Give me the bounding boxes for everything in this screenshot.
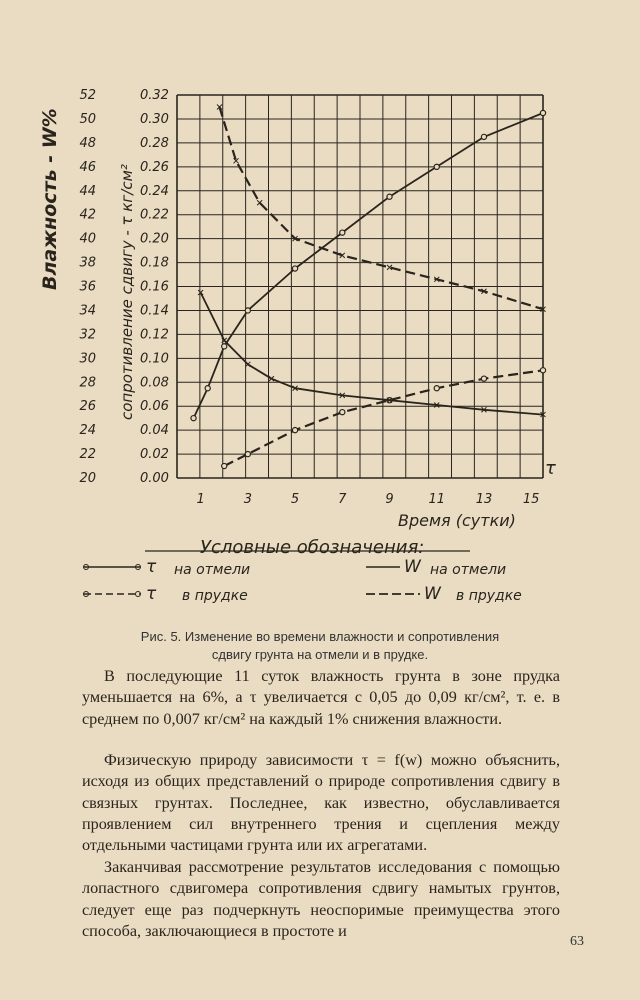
paragraph-3: Заканчивая рассмотрение результатов исследования с помощью лопастного сдвигомера сопротивления сдвигу намытых грунтов, следует еще раз подчеркнуть неоспоримые преимущества этого способа, заключающиеся в простоте и bbox=[82, 858, 560, 940]
tau-tick-label: 0.10 bbox=[140, 351, 169, 367]
tau-tick-label: 0.32 bbox=[140, 88, 169, 103]
w-axis-title: Влажность - W% bbox=[39, 108, 61, 290]
x-tick-label: 3 bbox=[243, 492, 252, 507]
w-tick-label: 48 bbox=[79, 135, 96, 151]
x-axis-ticks bbox=[196, 492, 539, 507]
data-point bbox=[540, 110, 545, 115]
figure-caption bbox=[70, 628, 570, 664]
data-point bbox=[222, 344, 227, 349]
legend-symbol: W bbox=[424, 584, 441, 604]
legend-item-tau-otmel bbox=[84, 557, 251, 578]
tau-axis-ticks bbox=[140, 88, 169, 486]
data-point bbox=[257, 200, 262, 205]
data-point bbox=[340, 230, 345, 235]
tau-tick-label: 0.28 bbox=[140, 135, 169, 151]
legend-symbol: τ bbox=[146, 584, 157, 604]
data-point bbox=[434, 164, 439, 169]
legend-label: в прудке bbox=[456, 588, 522, 604]
legend-label: в прудке bbox=[182, 588, 248, 604]
legend-symbol: W bbox=[404, 557, 421, 577]
x-tick-label: 5 bbox=[290, 492, 300, 507]
x-tick-label: 9 bbox=[385, 492, 394, 507]
paragraph-1: В последующие 11 суток влажность грунта в зоне прудка уменьшается на 6%, а τ увеличается с 0,05 до 0,09 кг/см², т. е. в среднем по 0,007 кг/см² на каждый 1% снижения влажности. bbox=[82, 667, 560, 728]
w-tick-label: 34 bbox=[79, 303, 96, 319]
tau-tick-label: 0.14 bbox=[140, 303, 169, 319]
w-tick-label: 26 bbox=[79, 399, 96, 415]
data-point bbox=[387, 194, 392, 199]
x-axis-title: Время (сутки) bbox=[398, 511, 516, 530]
w-tick-label: 22 bbox=[79, 447, 96, 463]
legend-item-w-prudok bbox=[366, 584, 522, 604]
data-point bbox=[540, 368, 545, 373]
grid bbox=[177, 95, 543, 478]
tau-tick-label: 0.20 bbox=[140, 231, 169, 247]
paragraph-2: Физическую природу зависимости τ = f(w) можно объяснить, исходя из общих представлений о природе сопротивления сдвигу в связных грунтах. Последнее, как известно, обуславливается проявлением сил внутреннего трения и сцепления между отдельными частицами грунта или их агрегатами. bbox=[82, 751, 560, 855]
data-point bbox=[191, 416, 196, 421]
x-tick-label: 15 bbox=[522, 492, 540, 507]
w-tick-label: 32 bbox=[79, 327, 96, 343]
w-tick-label: 46 bbox=[79, 159, 96, 175]
series-line-1 bbox=[224, 370, 543, 466]
data-point bbox=[481, 134, 486, 139]
w-tick-label: 20 bbox=[79, 471, 96, 486]
tau-tick-label: 0.04 bbox=[140, 423, 169, 439]
tau-tick-label: 0.22 bbox=[140, 207, 169, 223]
tau-marker: τ bbox=[545, 458, 556, 479]
data-point bbox=[222, 463, 227, 468]
data-point bbox=[245, 308, 250, 313]
tau-tick-label: 0.02 bbox=[140, 447, 169, 463]
data-point bbox=[292, 266, 297, 271]
w-tick-label: 50 bbox=[79, 111, 96, 127]
w-tick-label: 24 bbox=[79, 423, 96, 439]
legend-label: на отмели bbox=[174, 562, 251, 578]
data-point bbox=[292, 428, 297, 433]
x-tick-label: 11 bbox=[428, 492, 446, 507]
w-tick-label: 28 bbox=[79, 375, 96, 391]
w-tick-label: 38 bbox=[79, 255, 96, 271]
caption-line-2: сдвигу грунта на отмели и в прудке. bbox=[211, 647, 429, 662]
tau-axis-title: сопротивление сдвигу - τ кг/см² bbox=[118, 164, 136, 420]
page-number: 63 bbox=[570, 934, 584, 949]
w-tick-label: 44 bbox=[79, 183, 96, 199]
legend-item-w-otmel bbox=[366, 557, 506, 578]
w-axis-ticks bbox=[79, 88, 96, 486]
data-point bbox=[340, 410, 345, 415]
caption-line-1: Рис. 5. Изменение во времени влажности и сопротивления bbox=[140, 629, 500, 644]
w-tick-label: 52 bbox=[79, 88, 96, 103]
tau-tick-label: 0.16 bbox=[140, 279, 169, 295]
tau-tick-label: 0.06 bbox=[140, 399, 169, 415]
tau-tick-label: 0.00 bbox=[140, 471, 169, 486]
data-point bbox=[245, 451, 250, 456]
tau-tick-label: 0.30 bbox=[140, 111, 169, 127]
legend-item-tau-prudok bbox=[84, 584, 248, 604]
w-tick-label: 40 bbox=[79, 231, 96, 247]
x-tick-label: 13 bbox=[475, 492, 493, 507]
tau-tick-label: 0.24 bbox=[140, 183, 169, 199]
data-point bbox=[205, 386, 210, 391]
tau-tick-label: 0.08 bbox=[140, 375, 169, 391]
w-tick-label: 42 bbox=[79, 207, 96, 223]
x-tick-label: 1 bbox=[196, 492, 205, 507]
tau-tick-label: 0.12 bbox=[140, 327, 169, 343]
legend-label: на отмели bbox=[430, 562, 507, 578]
data-point bbox=[434, 386, 439, 391]
legend-title: Условные обозначения: bbox=[200, 537, 425, 558]
w-tick-label: 30 bbox=[79, 351, 96, 367]
data-point bbox=[481, 376, 486, 381]
tau-tick-label: 0.18 bbox=[140, 255, 169, 271]
w-tick-label: 36 bbox=[79, 279, 96, 295]
x-tick-label: 7 bbox=[338, 492, 347, 507]
legend-symbol: τ bbox=[146, 557, 157, 577]
tau-tick-label: 0.26 bbox=[140, 159, 169, 175]
